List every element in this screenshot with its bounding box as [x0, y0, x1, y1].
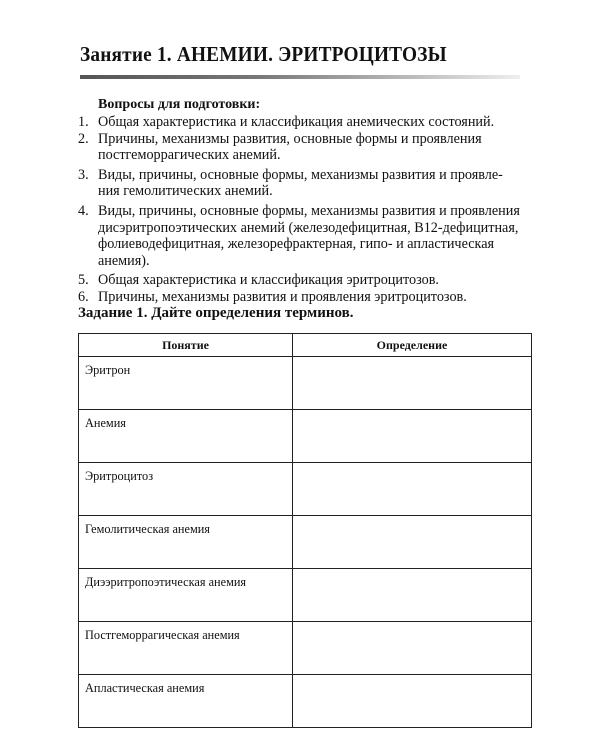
term-cell: Апластическая анемия — [79, 675, 293, 728]
title-underline — [80, 75, 520, 79]
table-header-row — [79, 334, 532, 357]
question-line: Виды, причины, основные формы, механизмы развития и проявле- — [98, 166, 503, 183]
term-cell: Анемия — [79, 410, 293, 463]
definition-cell[interactable] — [293, 622, 532, 675]
question-line: Причины, механизмы развития, основные формы и проявления — [98, 130, 482, 147]
definition-cell[interactable] — [293, 463, 532, 516]
question-line: анемия). — [98, 252, 150, 269]
definition-cell[interactable] — [293, 410, 532, 463]
question-number: 5. — [78, 272, 89, 289]
definition-cell[interactable] — [293, 357, 532, 410]
table-row — [79, 410, 532, 463]
definition-cell[interactable] — [293, 516, 532, 569]
table-row — [79, 675, 532, 728]
column-header-definition: Определение — [293, 334, 532, 357]
questions-heading: Вопросы для подготовки: — [98, 97, 261, 112]
question-item — [78, 167, 528, 200]
question-number: 6. — [78, 288, 89, 305]
question-number: 2. — [78, 130, 89, 147]
question-line: дисэритропоэтических анемий (железодефицитная, B12-дефицитная, — [98, 219, 519, 236]
terms-table — [78, 333, 532, 728]
question-line: Общая характеристика и классификация эритроцитозов. — [98, 272, 439, 289]
table-row — [79, 516, 532, 569]
questions-list — [78, 114, 528, 306]
definition-cell[interactable] — [293, 569, 532, 622]
task-heading: Задание 1. Дайте определения терминов. — [78, 305, 354, 321]
term-cell: Гемолитическая анемия — [79, 516, 293, 569]
term-cell: Эритроцитоз — [79, 463, 293, 516]
question-item — [78, 272, 528, 289]
question-line: Общая характеристика и классификация анемических состояний. — [98, 114, 495, 130]
question-number: 3. — [78, 166, 89, 183]
definition-cell[interactable] — [293, 675, 532, 728]
question-item — [78, 289, 528, 306]
term-cell: Диээритропоэтическая анемия — [79, 569, 293, 622]
table-row — [79, 463, 532, 516]
question-line: постгеморрагических анемий. — [98, 147, 281, 164]
question-item — [78, 114, 528, 131]
page-title: Занятие 1. АНЕМИИ. ЭРИТРОЦИТОЗЫ — [80, 42, 447, 66]
table-row — [79, 357, 532, 410]
term-cell: Постгеморрагическая анемия — [79, 622, 293, 675]
table-row — [79, 569, 532, 622]
question-line: Причины, механизмы развития и проявления эритроцитозов. — [98, 288, 467, 305]
term-cell: Эритрон — [79, 357, 293, 410]
question-line: фолиеводефицитная, железорефрактерная, гипо- и апластическая — [98, 236, 495, 253]
question-item — [78, 203, 528, 269]
question-number: 1. — [78, 114, 89, 130]
column-header-term: Понятие — [79, 334, 293, 357]
question-line: ния гемолитических анемий. — [98, 183, 273, 200]
table-row — [79, 622, 532, 675]
question-number: 4. — [78, 202, 89, 219]
question-item — [78, 131, 528, 164]
question-line: Виды, причины, основные формы, механизмы развития и проявления — [98, 202, 520, 219]
